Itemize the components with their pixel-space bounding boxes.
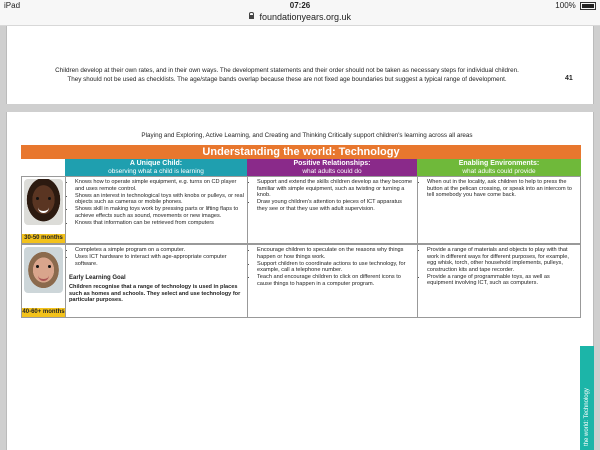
column-subtitle: observing what a child is learning bbox=[108, 168, 204, 175]
column-header-positive-relationships bbox=[247, 159, 417, 176]
table-cell-positive-relationships bbox=[247, 244, 418, 318]
list-item: • Teach and encourage children to click on different icons to cause things to happen in a computer program. bbox=[257, 274, 414, 287]
table-cell-enabling-environments bbox=[417, 244, 581, 318]
status-bar bbox=[0, 0, 600, 11]
device-label: iPad bbox=[4, 1, 21, 10]
early-learning-goal-title: Early Learning Goal bbox=[69, 275, 126, 282]
list-item: • Support children to coordinate actions to use technology, for example, call a telephone number. bbox=[257, 261, 414, 274]
address-bar[interactable] bbox=[0, 11, 600, 26]
table-main-heading: Understanding the world: Technology bbox=[21, 145, 581, 159]
battery-icon bbox=[580, 2, 596, 10]
list-item: • Shows an interest in technological toys with knobs or pulleys, or real objects such as cameras or mobile phones. bbox=[75, 193, 244, 206]
table-cell-positive-relationships bbox=[247, 176, 418, 244]
intro-line-1: Children develop at their own rates, and in their own ways. The development statements and their order should not be taken as necessary steps for individual children. bbox=[55, 67, 519, 74]
age-band-label: 40-60+ months bbox=[22, 309, 65, 315]
table-cell-unique-child bbox=[65, 244, 248, 318]
table-cell-unique-child bbox=[65, 176, 248, 244]
row-age-cell bbox=[21, 244, 66, 318]
list-item: • Knows how to operate simple equipment, e.g. turns on CD player and uses remote control. bbox=[75, 179, 244, 192]
list-item: • Knows that information can be retrieved from computers bbox=[75, 220, 244, 227]
list-item: • Provide a range of materials and objects to play with that work in different ways for different purposes, for example, egg whisk, torch, other household implements, pulleys, construction kits and tape recorder. bbox=[427, 247, 577, 273]
list-item: • Encourage children to speculate on the reasons why things happen or how things work. bbox=[257, 247, 414, 260]
list-item: • Provide a range of programmable toys, as well as equipment involving ICT, such as computers. bbox=[427, 274, 577, 287]
intro-note bbox=[27, 66, 547, 84]
list-item: • When out in the locality, ask children to help to press the button at the pelican crossing, or speak into an intercom to tell somebody you have come back. bbox=[427, 179, 577, 199]
page-41 bbox=[6, 26, 594, 104]
column-header-unique-child bbox=[65, 159, 247, 176]
column-title: Positive Relationships: bbox=[293, 160, 371, 167]
battery-percent: 100% bbox=[555, 1, 576, 10]
list-item: • Uses ICT hardware to interact with age-appropriate computer software. bbox=[75, 254, 244, 267]
intro-line-2: They should not be used as checklists. The age/stage bands overlap because these are not fixed age boundaries but suggest a typical range of development. bbox=[67, 76, 507, 83]
column-header-enabling-environments bbox=[417, 159, 581, 176]
column-title: A Unique Child: bbox=[129, 160, 183, 167]
column-subtitle: what adults could provide bbox=[462, 168, 536, 175]
lock-icon bbox=[249, 15, 254, 19]
table-cell-enabling-environments bbox=[417, 176, 581, 244]
side-tab-label: the world: Technology bbox=[584, 388, 590, 446]
url-text: foundationyears.org.uk bbox=[259, 12, 352, 22]
list-item: • Completes a simple program on a computer. bbox=[75, 247, 244, 254]
column-title: Enabling Environments: bbox=[458, 160, 540, 167]
column-subtitle: what adults could do bbox=[302, 168, 362, 175]
child-photo bbox=[24, 179, 63, 225]
list-item: • Draw young children's attention to pieces of ICT apparatus they see or that they use with adult supervision. bbox=[257, 199, 414, 212]
age-band-label: 30-50 months bbox=[22, 234, 65, 243]
child-photo bbox=[24, 247, 63, 293]
clock: 07:26 bbox=[289, 1, 311, 10]
characteristics-banner: Playing and Exploring, Active Learning, and Creating and Thinking Critically support children's learning across all areas bbox=[141, 132, 473, 139]
battery-indicator bbox=[555, 0, 596, 11]
list-item: • Support and extend the skills children develop as they become familiar with simple equipment, such as twisting or turning a knob. bbox=[257, 179, 414, 199]
list-item: • Shows skill in making toys work by pressing parts or lifting flaps to achieve effects such as sound, movements or new images. bbox=[75, 206, 244, 219]
early-learning-goal-text: Children recognise that a range of technology is used in places such as homes and schools. They select and use technology for particular purposes. bbox=[69, 283, 241, 304]
page-technology bbox=[6, 112, 594, 450]
page-number: 41 bbox=[565, 75, 573, 82]
row-age-cell bbox=[21, 176, 66, 244]
section-side-tab[interactable] bbox=[580, 346, 594, 450]
